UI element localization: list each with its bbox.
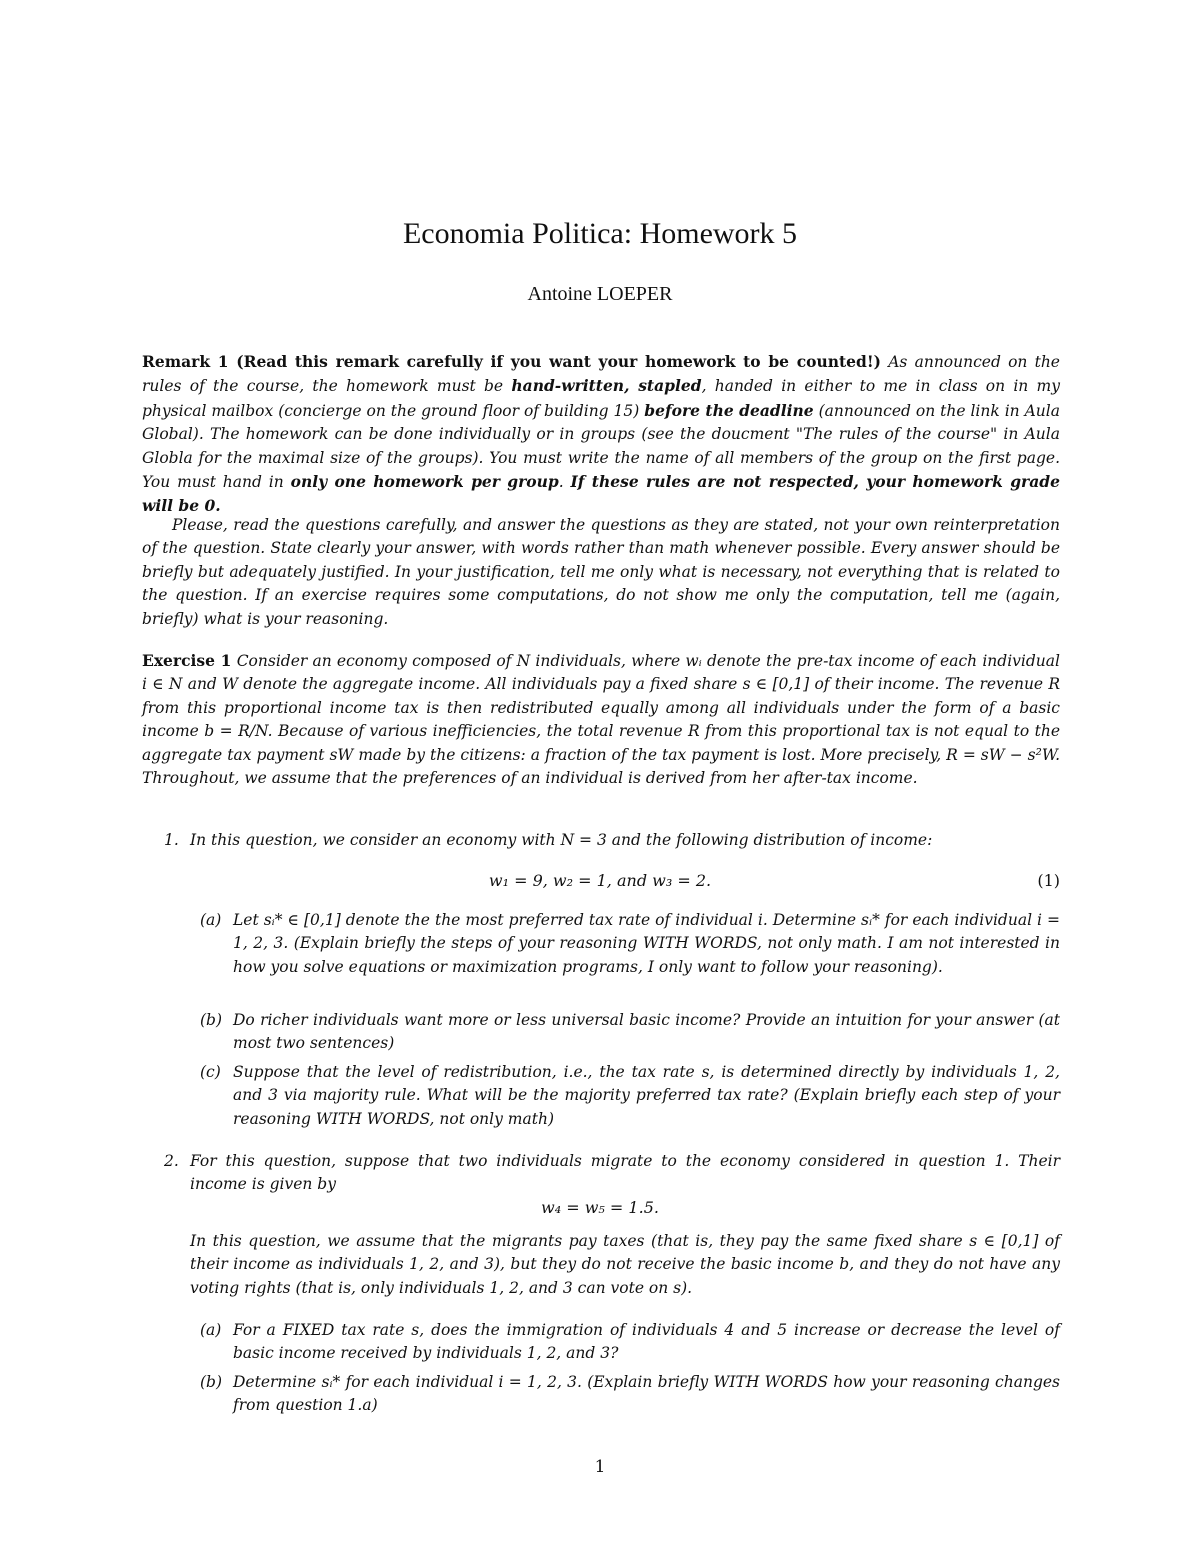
remark-emphasis-1: hand-written, stapled	[511, 376, 702, 396]
question-2b-text: Determine sᵢ* for each individual i = 1, 2, 3. (Explain briefly WITH WORDS how your reasoning changes from question 1.a)	[233, 1373, 1060, 1415]
equation-2: w₄ = w₅ = 1.5.	[541, 1198, 659, 1217]
question-2b-label: (b)	[200, 1373, 223, 1391]
equation-1-number: (1)	[1037, 871, 1060, 890]
remark-text-2: , handed in either to me in class on in my physical mailbox (concierge on the ground floor of building 15)	[142, 377, 1060, 420]
question-1b-text: Do richer individuals want more or less universal basic income? Provide an intuition for your answer (at most two sentences)	[233, 1011, 1060, 1053]
remark-text-4: .	[558, 473, 564, 492]
remark-text-1: As announced on the rules of the course, the homework must be	[142, 353, 1060, 396]
question-2-assumption: In this question, we assume that the migrants pay taxes (that is, they pay the same fixed share s ∈ [0,1] of their income as individuals 1, 2, and 3), but they do not receive the basic income b, and they do not have any voting rights (that is, only individuals 1, 2, and 3 can vote on s).	[190, 1232, 1060, 1297]
remark-heading: Remark 1 (Read this remark carefully if you want your homework to be counted!)	[142, 352, 882, 371]
question-2-text: For this question, suppose that two individuals migrate to the economy considered in question 1. Their income is given by	[190, 1152, 1060, 1194]
document-title: Economia Politica: Homework 5	[402, 217, 798, 250]
remark-emphasis-3: only one homework per group	[290, 472, 559, 492]
exercise-paragraph	[142, 649, 1060, 790]
question-1-text: In this question, we consider an economy with N = 3 and the following distribution of income:	[190, 831, 933, 849]
question-1c-text: Suppose that the level of redistribution, i.e., the tax rate s, is determined directly by individuals 1, 2, and 3 via majority rule. What will be the majority preferred tax rate? (Explain briefly each step of your reasoning WITH WORDS, not only math)	[233, 1063, 1060, 1128]
document-author: Antoine LOEPER	[527, 283, 673, 305]
remark-emphasis-4: If these rules are not respected, your homework grade will be 0.	[142, 472, 1060, 516]
remark-paragraph	[142, 350, 1060, 519]
question-1-number: 1.	[164, 831, 179, 849]
question-1b-label: (b)	[200, 1011, 223, 1029]
question-1c-label: (c)	[200, 1063, 221, 1081]
exercise-heading: Exercise 1	[142, 651, 232, 670]
instructions-paragraph: Please, read the questions carefully, and answer the questions as they are stated, not your own reinterpretation of the question. State clearly your answer, with words rather than math whenever possible. Every answer should be briefly but adequately justified. In your justification, tell me only what is necessary, not everything that is related to the question. If an exercise requires some computations, do not show me only the computation, tell me (again, briefly) what is your reasoning.	[142, 516, 1060, 628]
remark-text-3: (announced on the link in Aula Global). The homework can be done individually or in groups (see the doucment "The rules of the course" in Aula Globla for the maximal size of the groups). You must write the name of all members of the group on the first page. You must hand in	[142, 401, 1060, 492]
remark-emphasis-2: before the deadline	[644, 400, 814, 420]
question-2a-text: For a FIXED tax rate s, does the immigration of individuals 4 and 5 increase or decrease the level of basic income received by individuals 1, 2, and 3?	[233, 1321, 1060, 1363]
question-2a-label: (a)	[200, 1321, 222, 1339]
equation-1: w₁ = 9, w₂ = 1, and w₃ = 2.	[488, 871, 712, 890]
page-number: 1	[594, 1457, 606, 1477]
question-1a-text: Let sᵢ* ∈ [0,1] denote the the most preferred tax rate of individual i. Determine sᵢ* for each individual i = 1, 2, 3. (Explain briefly the steps of your reasoning WITH WORDS, not only math. I am not interested in how you solve equations or maximization programs, I only want to follow your reasoning).	[233, 911, 1060, 976]
question-2-number: 2.	[164, 1152, 179, 1170]
exercise-text: Consider an economy composed of N individuals, where wᵢ denote the pre-tax income of each individual i ∈ N and W denote the aggregate income. All individuals pay a fixed share s ∈ [0,1] of their income. The revenue R from this proportional income tax is then redistributed equally among all individuals under the form of a basic income b = R/N. Because of various inefficiencies, the total revenue R from this proportional tax is not equal to the aggregate tax payment sW made by the citizens: a fraction of the tax payment is lost. More precisely, R = sW − s²W. Throughout, we assume that the preferences of an individual is derived from her after-tax income.	[142, 652, 1060, 788]
question-1a-label: (a)	[200, 911, 222, 929]
